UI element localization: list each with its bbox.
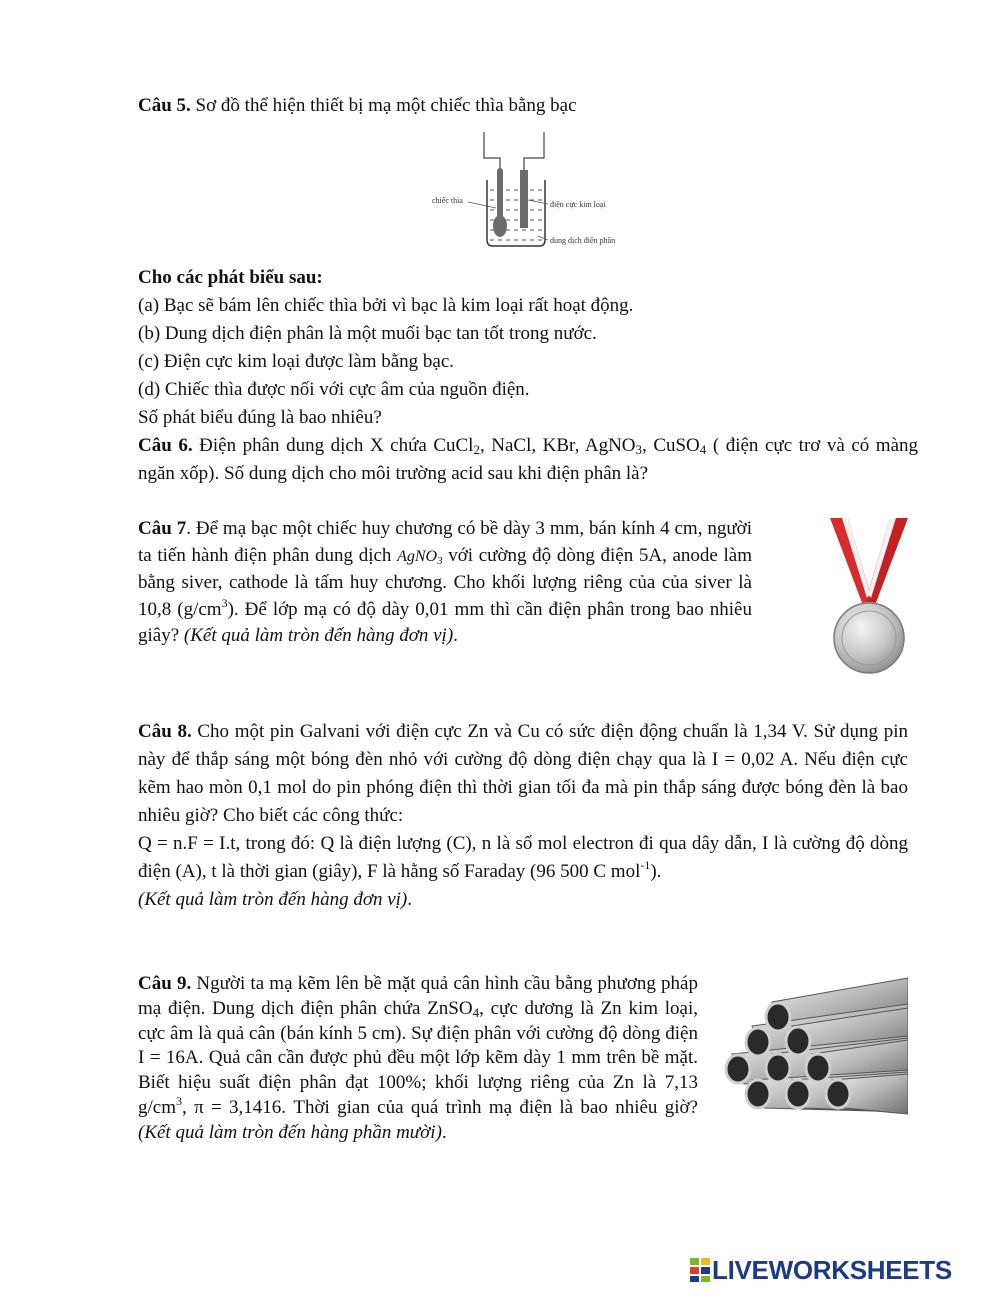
spoon-label: chiếc thìa [432, 196, 463, 205]
q5-statements [138, 264, 918, 488]
q7-paragraph: Câu 7. Để mạ bạc một chiếc huy chương có bề dày 3 mm, bán kính 4 cm, người ta tiến hành điện phân dung dịch AgNO$_3$ với cường độ dòng điện 5A, anode làm bằng siver, cathode là tấm huy chương. Cho khối lượng riêng của của siver là 10,8 $(g/cm^3)$. Để lớp mạ có độ dày 0,01 mm thì cần điện phân trong bao nhiêu giây? (Kết quả làm tròn đến hàng đơn vị). [138, 518, 752, 646]
liveworksheets-logo-text: LIVEWORKSHEETS [712, 1255, 952, 1285]
q5-text: Sơ đồ thể hiện thiết bị mạ một chiếc thìa bằng bạc [190, 95, 577, 116]
statements-heading: Cho các phát biểu sau: [138, 267, 323, 288]
q6-paragraph: Câu 6. Điện phân dung dịch X chứa CuCl$_2$, NaCl, KBr, AgNO$_3$, CuSO$_4$ ( điện cực trơ và có màng ngăn xốp). Số dung dịch cho môi trường acid sau khi điện phân là? [138, 435, 919, 484]
q5-label: Câu 5. [138, 95, 191, 116]
q6-label: Câu 6. [138, 435, 193, 456]
liveworksheets-logo [690, 1256, 952, 1284]
spoon-shape [497, 168, 503, 220]
electrode-label: điện cực kim loại [550, 200, 606, 209]
liveworksheets-logo-icon [690, 1258, 712, 1282]
q9-paragraph: Câu 9. Người ta mạ kẽm lên bề mặt quả cân hình cầu bằng phương pháp mạ điện. Dung dịch điện phân chứa ZnSO$_4$, cực dương là Zn kim loại, cực âm là quả cân (bán kính 5 cm). Sự điện phân với cường độ dòng điện I = 16A. Quả cân cần được phủ đều một lớp kẽm dày 1 mm trên bề mặt. Biết hiệu suất điện phân đạt 100%; khối lượng riêng của Zn là 7,13 $g/cm^3$, π = 3,1416. Thời gian của quá trình mạ điện là bao nhiêu giờ? (Kết quả làm tròn đến hàng phần mười). [138, 973, 698, 1143]
steel-pipes-image [712, 974, 908, 1151]
q8-paragraph: Câu 8. Cho một pin Galvani với điện cực Zn và Cu có sức điện động chuẩn là 1,34 V. Sử dụng pin này để thắp sáng một bóng đèn nhỏ với cường độ dòng điện chạy qua là I = 0,02 A. Nếu điện cực kẽm hao mòn 0,1 mol do pin phóng điện thì thời gian tối đa mà pin thắp sáng được bóng đèn là bao nhiêu giờ? Cho biết các công thức: Q = n.F = I.t, trong đó: Q là điện lượng (C), n là số mol electron đi qua dây dẫn, I là cường độ dòng điện (A), t là thời gian (giây), F là hằng số Faraday (96 500 C mol$^{-1}$). (Kết quả làm tròn đến hàng đơn vị). [138, 721, 908, 910]
electroplating-diagram [432, 128, 622, 262]
statement-d: (d) Chiếc thìa được nối với cực âm của nguồn điện. [138, 379, 530, 400]
q5-heading [138, 92, 918, 120]
q8-label: Câu 8. [138, 721, 192, 742]
pi-symbol: π [194, 1096, 204, 1118]
agno3-formula: AgNO$_3$ [397, 547, 443, 567]
medal-image [826, 516, 912, 683]
q5-question: Số phát biểu đúng là bao nhiêu? [138, 407, 382, 428]
metal-electrode-shape [520, 170, 528, 228]
q9-label: Câu 9. [138, 973, 192, 994]
statement-a: (a) Bạc sẽ bám lên chiếc thìa bởi vì bạc là kim loại rất hoạt động. [138, 295, 634, 316]
statement-b: (b) Dung dịch điện phân là một muối bạc tan tốt trong nước. [138, 323, 597, 344]
solution-label: dung dịch điện phân [550, 236, 616, 245]
q7-label: Câu 7 [138, 518, 187, 539]
statement-c: (c) Điện cực kim loại được làm bằng bạc. [138, 351, 455, 372]
